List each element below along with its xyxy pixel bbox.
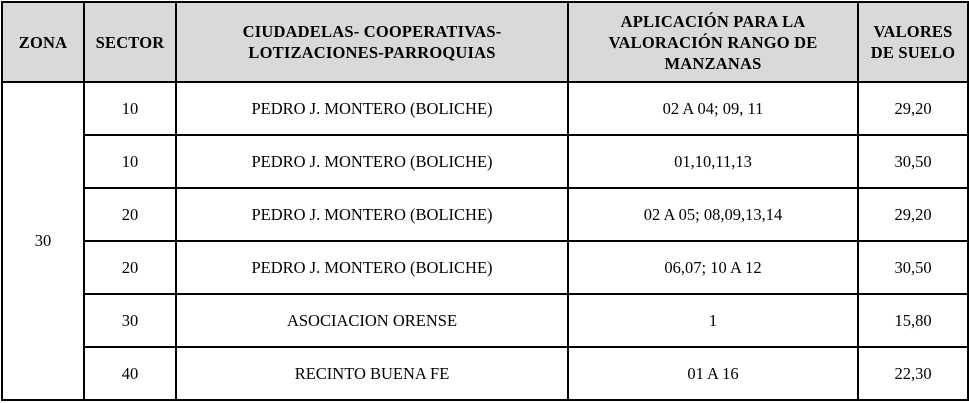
header-zona: ZONA [2,2,84,82]
table-row [2,188,968,241]
manzanas-cell: 02 A 05; 08,09,13,14 [568,188,858,241]
ciudadela-cell: PEDRO J. MONTERO (BOLICHE) [176,241,568,294]
table-row [2,294,968,347]
sector-cell: 30 [84,294,176,347]
valor-cell: 29,20 [858,82,968,135]
ciudadela-cell: ASOCIACION ORENSE [176,294,568,347]
manzanas-cell: 1 [568,294,858,347]
ciudadela-cell: PEDRO J. MONTERO (BOLICHE) [176,82,568,135]
header-valores: VALORES DE SUELO [858,2,968,82]
header-ciudadelas: CIUDADELAS- COOPERATIVAS- LOTIZACIONES-PARROQUIAS [176,2,568,82]
header-aplicacion: APLICACIÓN PARA LA VALORACIÓN RANGO DE MANZANAS [568,2,858,82]
header-sector: SECTOR [84,2,176,82]
zona-cell: 30 [2,82,84,400]
valor-cell: 30,50 [858,241,968,294]
manzanas-cell: 02 A 04; 09, 11 [568,82,858,135]
table-row [2,82,968,135]
valor-cell: 29,20 [858,188,968,241]
sector-cell: 10 [84,135,176,188]
sector-cell: 20 [84,241,176,294]
land-values-table [1,1,969,401]
valor-cell: 30,50 [858,135,968,188]
manzanas-cell: 06,07; 10 A 12 [568,241,858,294]
ciudadela-cell: PEDRO J. MONTERO (BOLICHE) [176,188,568,241]
table-row [2,135,968,188]
sector-cell: 10 [84,82,176,135]
valor-cell: 15,80 [858,294,968,347]
sector-cell: 40 [84,347,176,400]
ciudadela-cell: RECINTO BUENA FE [176,347,568,400]
sector-cell: 20 [84,188,176,241]
manzanas-cell: 01,10,11,13 [568,135,858,188]
manzanas-cell: 01 A 16 [568,347,858,400]
header-row [2,2,968,82]
ciudadela-cell: PEDRO J. MONTERO (BOLICHE) [176,135,568,188]
table-row [2,241,968,294]
table-row [2,347,968,400]
valor-cell: 22,30 [858,347,968,400]
